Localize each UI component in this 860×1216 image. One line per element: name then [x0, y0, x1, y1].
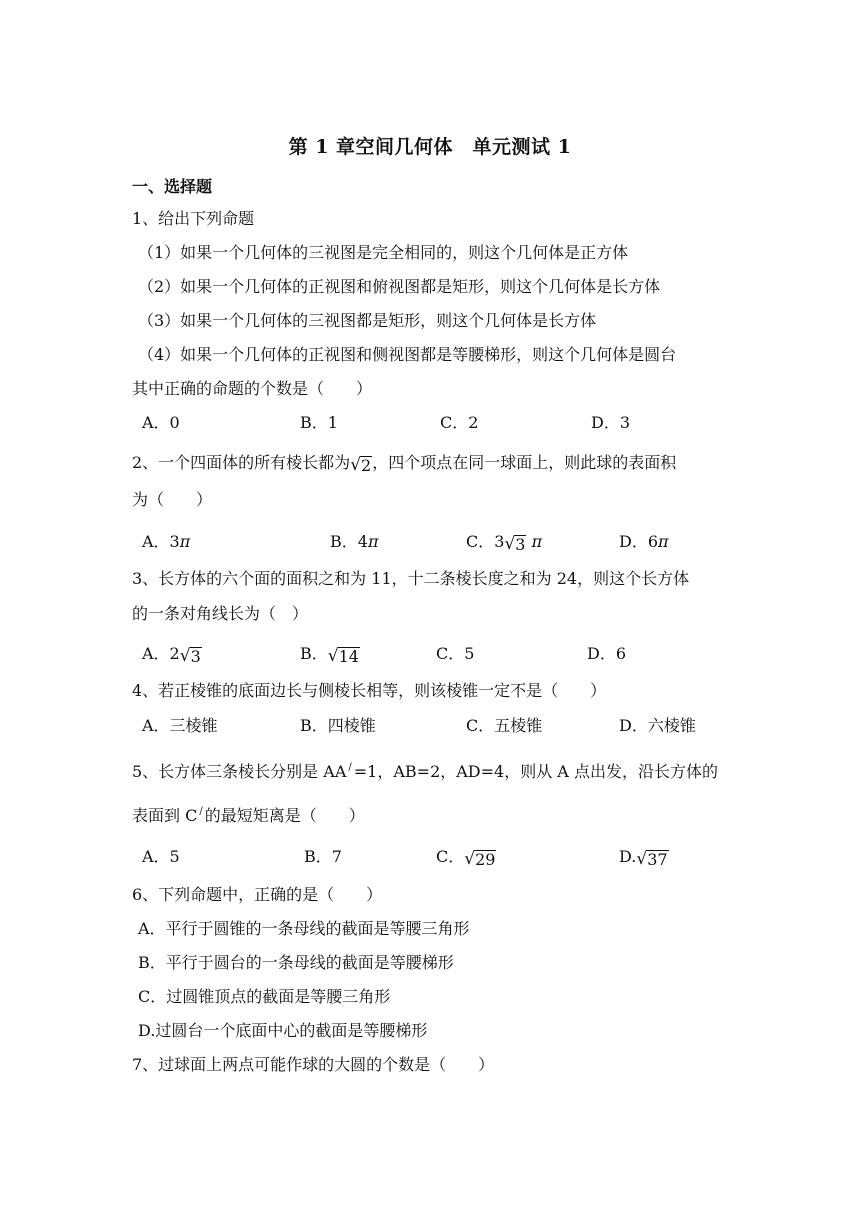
- q6-option-a: A．平行于圆锥的一条母线的截面是等腰三角形: [138, 919, 470, 938]
- q2-radicand: 2: [361, 456, 372, 475]
- q2-text-a: 2、一个四面体的所有棱长都为: [132, 453, 351, 472]
- sqrt-symbol: √ 2: [350, 455, 372, 475]
- q2-line-2: 为（ ）: [132, 490, 213, 509]
- q4-option-a: A．三棱锥: [142, 716, 218, 735]
- sqrt-symbol: √ 29: [464, 849, 496, 869]
- q1-statement-2: （2）如果一个几何体的正视图和俯视图都是矩形，则这个几何体是长方体: [138, 277, 661, 296]
- q5-option-b: B．7: [304, 847, 342, 866]
- q3-option-a: A．2 √ 3: [142, 644, 201, 666]
- q1-statement-4: （4）如果一个几何体的正视图和侧视图都是等腰梯形，则这个几何体是圆台: [138, 345, 677, 364]
- q4-option-b: B．四棱锥: [300, 716, 376, 735]
- prime-mark: /: [199, 806, 203, 817]
- q1-option-a: A．0: [142, 413, 180, 432]
- q7-line-1: 7、过球面上两点可能作球的大圆的个数是（ ）: [132, 1055, 495, 1074]
- q6-option-c: C．过圆锥顶点的截面是等腰三角形: [138, 987, 391, 1006]
- q4-option-c: C．五棱锥: [466, 716, 543, 735]
- q5-line-1: 5、长方体三条棱长分别是 AA / =1，AB=2，AD=4，则从 A 点出发，沿长方体的: [132, 762, 718, 781]
- sqrt-symbol: √ 37: [636, 849, 668, 869]
- q3-option-c: C．5: [436, 644, 475, 663]
- q1-statement-3: （3）如果一个几何体的三视图都是矩形，则这个几何体是长方体: [138, 311, 597, 330]
- q4-line-1: 4、若正棱锥的底面边长与侧棱长相等，则该棱锥一定不是（ ）: [132, 681, 607, 700]
- q6-option-d: D.过圆台一个底面中心的截面是等腰梯形: [138, 1021, 428, 1040]
- q1-option-c: C．2: [440, 413, 479, 432]
- q3-option-d: D．6: [587, 644, 627, 663]
- sqrt-symbol: √ 14: [327, 646, 359, 666]
- q2-option-c: C．3 √ 3 π: [466, 532, 543, 554]
- q1-statement-1: （1）如果一个几何体的三视图是完全相同的，则这个几何体是正方体: [138, 243, 629, 262]
- q2-text-b: ，四个项点在同一球面上，则此球的表面积: [372, 453, 677, 472]
- section-heading: 一、选择题: [132, 177, 213, 196]
- q2-option-d: D．6π: [619, 532, 669, 551]
- q1-stem: 1、给出下列命题: [132, 209, 255, 228]
- sqrt-symbol: √ 3: [179, 646, 201, 666]
- q1-question: 其中正确的命题的个数是（ ）: [132, 379, 373, 398]
- q5-option-a: A．5: [142, 847, 180, 866]
- q3-option-b: B． √ 14: [300, 644, 359, 666]
- q1-option-b: B．1: [300, 413, 338, 432]
- q3-line-2: 的一条对角线长为（ ）: [132, 604, 309, 623]
- q5-option-c: C． √ 29: [436, 847, 496, 869]
- q2-option-b: B．4π: [330, 532, 379, 551]
- prime-mark: /: [348, 762, 352, 773]
- q5-option-d: D. √ 37: [619, 847, 668, 869]
- q3-line-1: 3、长方体的六个面的面积之和为 11，十二条棱长度之和为 24，则这个长方体: [132, 569, 690, 588]
- q2-option-a: A．3π: [142, 532, 191, 551]
- q6-option-b: B．平行于圆台的一条母线的截面是等腰梯形: [138, 953, 454, 972]
- q5-line-2: 表面到 C / 的最短矩离是（ ）: [132, 806, 365, 825]
- q4-option-d: D．六棱锥: [619, 716, 696, 735]
- q1-option-d: D．3: [591, 413, 631, 432]
- page-title: 第 1 章空间几何体 单元测试 1: [288, 136, 572, 158]
- q2-line-1: [132, 452, 676, 475]
- sqrt-symbol: √ 3: [504, 534, 526, 554]
- q6-line-1: 6、下列命题中，正确的是（ ）: [132, 885, 383, 904]
